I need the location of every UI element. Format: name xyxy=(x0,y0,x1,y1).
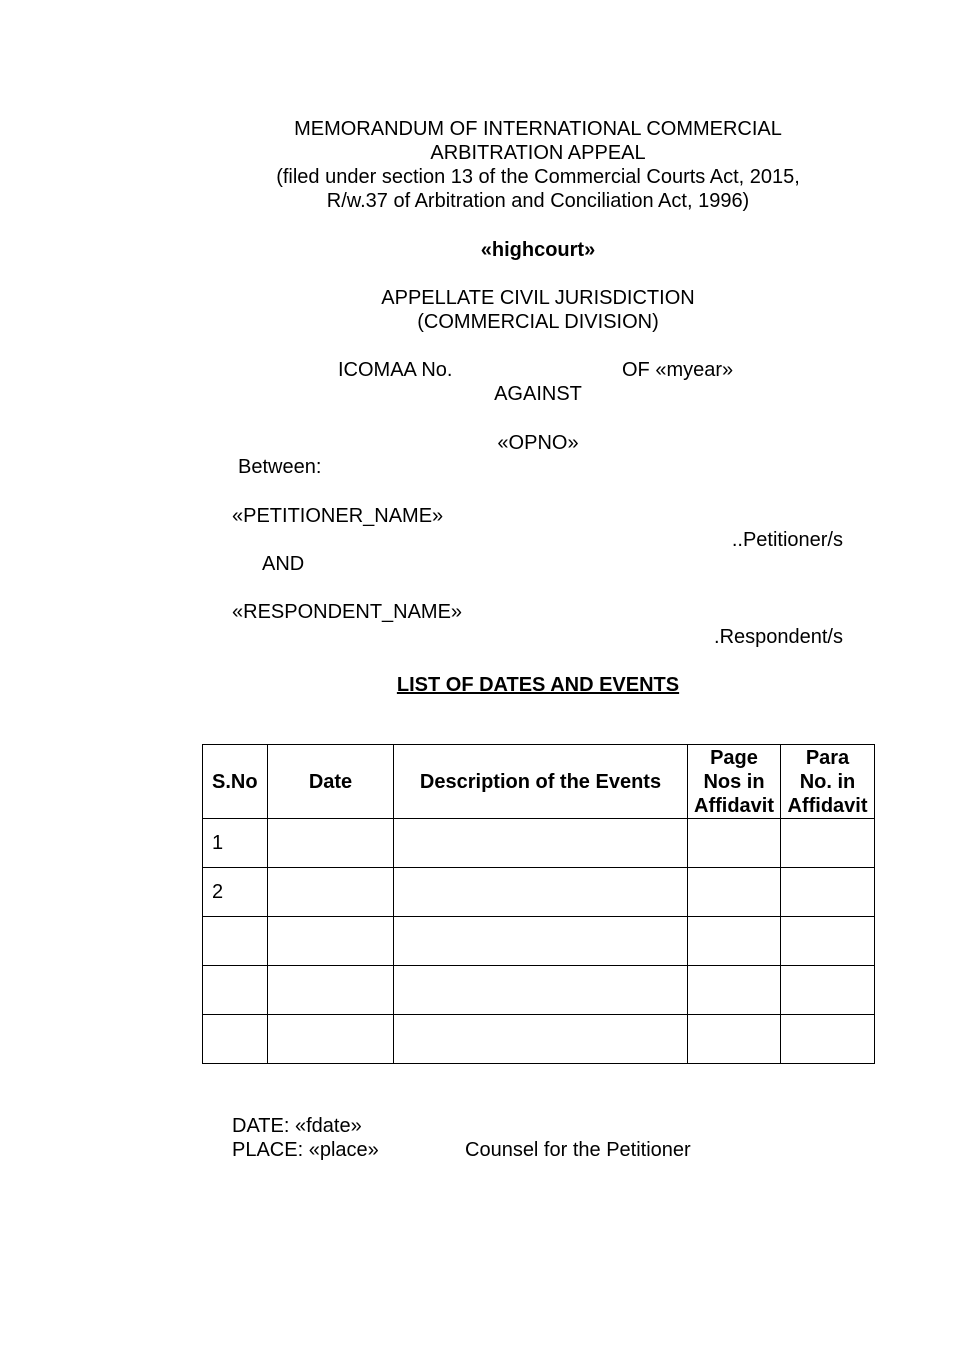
header-description: Description of the Events xyxy=(394,745,688,819)
cell-description xyxy=(394,917,688,966)
cell-description xyxy=(394,819,688,868)
cell-date xyxy=(268,868,394,917)
events-table xyxy=(202,744,875,1064)
table-row xyxy=(203,917,875,966)
cell-sno xyxy=(203,1015,268,1064)
cell-date xyxy=(268,819,394,868)
case-year-label: OF «myear» xyxy=(622,359,734,381)
header-para-line-1: Para xyxy=(805,746,850,769)
header-sno: S.No xyxy=(203,745,268,819)
cell-page xyxy=(688,917,781,966)
cell-description xyxy=(394,868,688,917)
footer-counsel: Counsel for the Petitioner xyxy=(465,1139,691,1161)
respondent-name: «RESPONDENT_NAME» xyxy=(232,601,463,623)
cell-para xyxy=(781,819,875,868)
opno-field: «OPNO» xyxy=(497,432,579,454)
cell-sno xyxy=(203,966,268,1015)
table-row xyxy=(203,966,875,1015)
cell-description xyxy=(394,1015,688,1064)
header-page-nos xyxy=(688,745,781,819)
table-row xyxy=(203,1015,875,1064)
title-line-1: MEMORANDUM OF INTERNATIONAL COMMERCIAL xyxy=(294,118,782,140)
case-number-label: ICOMAA No. xyxy=(338,359,453,381)
cell-date xyxy=(268,966,394,1015)
cell-sno xyxy=(203,917,268,966)
petitioner-role: ..Petitioner/s xyxy=(731,529,843,551)
header-page-line-3: Affidavit xyxy=(694,794,774,817)
header-para-line-2: No. in xyxy=(799,770,856,793)
between-label: Between: xyxy=(238,456,322,478)
header-para-line-3: Affidavit xyxy=(787,794,868,817)
cell-para xyxy=(781,1015,875,1064)
title-line-4: R/w.37 of Arbitration and Conciliation Act, 1996) xyxy=(326,190,750,212)
cell-page xyxy=(688,868,781,917)
jurisdiction-line-1: APPELLATE CIVIL JURISDICTION xyxy=(381,287,695,309)
cell-description xyxy=(394,966,688,1015)
header-page-line-1: Page xyxy=(710,746,758,769)
cell-sno: 1 xyxy=(203,819,268,868)
cell-sno: 2 xyxy=(203,868,268,917)
cell-page xyxy=(688,1015,781,1064)
footer-date: DATE: «fdate» xyxy=(232,1115,362,1137)
court-name: «highcourt» xyxy=(480,239,596,261)
list-title: LIST OF DATES AND EVENTS xyxy=(396,674,680,696)
cell-para xyxy=(781,966,875,1015)
footer-place: PLACE: «place» xyxy=(232,1139,379,1161)
header-page-line-2: Nos in xyxy=(703,770,765,793)
cell-para xyxy=(781,868,875,917)
table-header-row xyxy=(203,745,875,819)
petitioner-name: «PETITIONER_NAME» xyxy=(232,505,444,527)
cell-page xyxy=(688,966,781,1015)
title-line-3: (filed under section 13 of the Commercial Courts Act, 2015, xyxy=(276,166,800,188)
respondent-role: .Respondent/s xyxy=(714,626,843,648)
title-line-2: ARBITRATION APPEAL xyxy=(430,142,646,164)
header-para-no xyxy=(781,745,875,819)
cell-page xyxy=(688,819,781,868)
against-label: AGAINST xyxy=(494,383,582,405)
header-date: Date xyxy=(268,745,394,819)
jurisdiction-line-2: (COMMERCIAL DIVISION) xyxy=(417,311,659,333)
cell-para xyxy=(781,917,875,966)
and-label: AND xyxy=(262,553,305,575)
cell-date xyxy=(268,1015,394,1064)
table-row xyxy=(203,868,875,917)
cell-date xyxy=(268,917,394,966)
table-row xyxy=(203,819,875,868)
